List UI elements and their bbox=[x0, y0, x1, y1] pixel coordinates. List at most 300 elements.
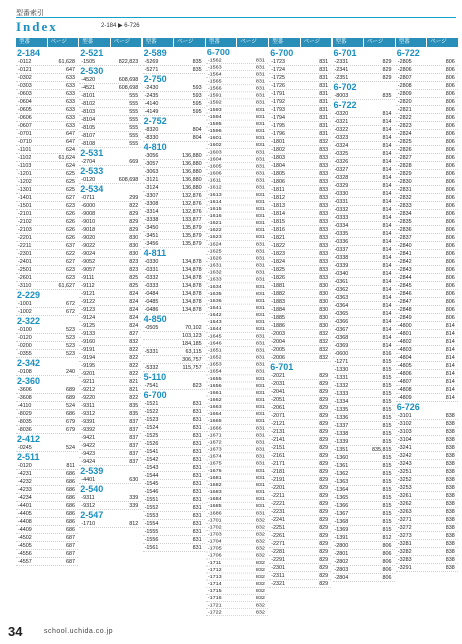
entry-code: -2835 bbox=[397, 219, 412, 225]
entry-page: 831 bbox=[255, 57, 265, 64]
entry-page: 831 bbox=[255, 355, 265, 361]
group-heading bbox=[79, 484, 141, 494]
entry-page: 831 bbox=[319, 107, 329, 113]
entry-page: 815 bbox=[382, 415, 392, 421]
index-entry bbox=[269, 266, 331, 274]
entry-code: -1594 bbox=[207, 114, 222, 120]
index-entry bbox=[269, 122, 331, 130]
index-entry bbox=[16, 502, 78, 510]
entry-code: -4556 bbox=[18, 551, 32, 557]
entry-page: 627 bbox=[66, 259, 75, 265]
entry-code: -1682 bbox=[207, 482, 222, 488]
entry-code: -2829 bbox=[397, 171, 412, 177]
index-entry bbox=[206, 368, 268, 375]
entry-code: -2331 bbox=[334, 59, 349, 65]
entry-page: 815 bbox=[382, 399, 392, 405]
group-code: 2-539 bbox=[80, 466, 104, 476]
entry-code: -3272 bbox=[397, 525, 412, 531]
index-entry bbox=[333, 142, 395, 150]
entry-page: 687 bbox=[66, 559, 75, 565]
index-entry bbox=[333, 206, 395, 214]
entry-page: 623 bbox=[66, 267, 75, 273]
index-entry bbox=[206, 276, 268, 283]
entry-code: -2825 bbox=[397, 139, 412, 145]
index-entry bbox=[269, 242, 331, 250]
entry-page: 804 bbox=[192, 135, 202, 141]
index-entry bbox=[206, 333, 268, 340]
entry-code: -9022 bbox=[81, 243, 96, 249]
entry-page: 686 bbox=[66, 527, 75, 533]
index-entry bbox=[143, 160, 205, 168]
index-entry bbox=[333, 318, 395, 326]
index-rows bbox=[206, 48, 268, 616]
entry-code: -1662 bbox=[207, 397, 222, 403]
entry-code: -1623 bbox=[207, 234, 222, 240]
entry-code: -3308 bbox=[144, 201, 159, 207]
entry-code: -1671 bbox=[207, 432, 222, 439]
entry-page: 814 bbox=[382, 183, 392, 189]
entry-page: 838 bbox=[445, 493, 455, 499]
entry-page: 814 bbox=[382, 119, 392, 125]
group-code: 6-700 bbox=[206, 48, 230, 57]
column-header-page: ページ bbox=[110, 38, 142, 47]
entry-code: -2231 bbox=[271, 509, 285, 515]
entry-code: -8108 bbox=[81, 141, 96, 147]
entry-code: -2211 bbox=[271, 493, 285, 499]
column-header bbox=[333, 38, 395, 47]
entry-code: -0333 bbox=[334, 215, 349, 221]
entry-code: -1712 bbox=[207, 567, 222, 573]
index-entry bbox=[333, 526, 395, 534]
entry-code: -3261 bbox=[397, 493, 412, 499]
entry-code: -1685 bbox=[207, 503, 222, 509]
index-entry bbox=[143, 274, 205, 282]
entry-code: -1543 bbox=[144, 465, 159, 471]
entry-code: -9423 bbox=[81, 451, 96, 457]
entry-page: 133,877 bbox=[182, 217, 202, 223]
index-entry bbox=[206, 354, 268, 361]
entry-code: -1201 bbox=[18, 171, 32, 177]
index-entry bbox=[16, 242, 78, 250]
entry-code: -2836 bbox=[397, 227, 412, 233]
group-heading bbox=[16, 48, 78, 58]
entry-page: 814 bbox=[382, 271, 392, 277]
entry-code: -1656 bbox=[207, 383, 222, 389]
index-entry bbox=[396, 492, 458, 500]
entry-code: -0120 bbox=[18, 335, 32, 341]
index-entry bbox=[333, 230, 395, 238]
entry-page: 829 bbox=[382, 59, 392, 65]
entry-page: 838 bbox=[445, 453, 455, 459]
entry-page: 136,880 bbox=[182, 177, 202, 183]
index-entry bbox=[143, 448, 205, 456]
entry-code: -2291 bbox=[271, 557, 285, 563]
group-code: 2-540 bbox=[80, 484, 104, 494]
entry-page: 831 bbox=[192, 497, 202, 503]
entry-page: 829 bbox=[319, 485, 329, 491]
index-entry bbox=[333, 174, 395, 182]
entry-page: 831 bbox=[192, 489, 202, 495]
column-header-page: ページ bbox=[363, 38, 395, 47]
index-entry bbox=[396, 258, 458, 266]
index-entry bbox=[333, 382, 395, 390]
entry-page: 833 bbox=[319, 203, 329, 209]
entry-code: -4806 bbox=[397, 371, 412, 377]
index-entry bbox=[16, 486, 78, 494]
entry-page: 829 bbox=[319, 373, 329, 379]
entry-page: 134,878 bbox=[182, 299, 202, 305]
entry-code: -0362 bbox=[334, 287, 349, 293]
entry-page: 135,879 bbox=[182, 225, 202, 231]
entry-page: 806 bbox=[445, 107, 455, 113]
index-entry bbox=[396, 162, 458, 170]
entry-page: 830 bbox=[129, 243, 139, 249]
index-entry bbox=[206, 545, 268, 552]
entry-page: 608,698 bbox=[118, 177, 139, 183]
entry-code: -9111 bbox=[81, 275, 95, 281]
entry-code: -1722 bbox=[207, 609, 222, 616]
index-entry bbox=[79, 346, 141, 354]
entry-page: 831 bbox=[192, 417, 202, 423]
entry-page: 830 bbox=[319, 323, 329, 329]
index-entry bbox=[396, 444, 458, 452]
entry-page: 595 bbox=[192, 109, 202, 115]
entry-code: -1002 bbox=[18, 309, 32, 315]
entry-code: -1644 bbox=[207, 326, 222, 332]
index-entry bbox=[269, 500, 331, 508]
index-entry bbox=[16, 234, 78, 242]
index-entry bbox=[333, 366, 395, 374]
entry-code: -9018 bbox=[81, 227, 96, 233]
index-entry bbox=[333, 406, 395, 414]
index-entry bbox=[143, 364, 205, 372]
entry-code: -0338 bbox=[334, 255, 349, 261]
entry-code: -2141 bbox=[271, 437, 285, 443]
entry-page: 832 bbox=[319, 347, 329, 353]
index-entry bbox=[333, 190, 395, 198]
entry-code bbox=[143, 356, 176, 363]
column-header bbox=[16, 38, 78, 47]
entry-code: -4800 bbox=[397, 323, 412, 329]
index-entry bbox=[79, 76, 141, 84]
index-entry bbox=[396, 282, 458, 290]
entry-page: 823 bbox=[129, 267, 139, 273]
entry-page: 829 bbox=[319, 461, 329, 467]
index-entry bbox=[143, 512, 205, 520]
index-entry bbox=[79, 520, 141, 528]
entry-code: -0327 bbox=[334, 167, 349, 173]
entry-code: -0605 bbox=[18, 107, 32, 113]
group-heading bbox=[143, 372, 205, 382]
entry-code: -4401 bbox=[18, 503, 32, 509]
index-kanji-label: 型番索引 bbox=[16, 9, 44, 17]
entry-code: -9312 bbox=[81, 411, 96, 417]
entry-code: -2041 bbox=[271, 389, 285, 395]
column-header-page: ページ bbox=[173, 38, 205, 47]
entry-page: 829 bbox=[319, 469, 329, 475]
entry-page: 837 bbox=[129, 459, 139, 465]
entry-code: -0112 bbox=[18, 59, 32, 65]
column-header-page: ページ bbox=[300, 38, 332, 47]
entry-page: 831 bbox=[255, 291, 265, 297]
site-url: school.uchida.co.jp bbox=[44, 628, 114, 635]
entry-page: 830 bbox=[319, 291, 329, 297]
entry-page: 686 bbox=[66, 411, 75, 417]
entry-page: 832 bbox=[255, 531, 265, 538]
index-entry bbox=[396, 556, 458, 564]
entry-page: 832 bbox=[255, 517, 265, 524]
index-rows bbox=[269, 48, 331, 588]
entry-page: 806 bbox=[382, 567, 392, 573]
entry-code: -2831 bbox=[397, 187, 412, 193]
entry-page: 832 bbox=[255, 609, 265, 616]
group-heading bbox=[79, 166, 141, 176]
entry-page: 830 bbox=[319, 299, 329, 305]
entry-page: 831 bbox=[192, 545, 202, 551]
entry-page: 822 bbox=[129, 363, 139, 369]
entry-code: -2833 bbox=[397, 203, 412, 209]
entry-page: 831 bbox=[319, 123, 329, 129]
entry-code: -1611 bbox=[207, 178, 222, 184]
entry-page: 686 bbox=[66, 479, 75, 485]
index-entry bbox=[396, 532, 458, 540]
column-header bbox=[79, 38, 141, 47]
group-code: 2-531 bbox=[80, 148, 104, 158]
entry-page: 838 bbox=[445, 517, 455, 523]
index-entry bbox=[269, 98, 331, 106]
index-entry bbox=[16, 202, 78, 210]
entry-page: 831 bbox=[255, 255, 265, 262]
index-entry bbox=[333, 286, 395, 294]
entry-page: 814 bbox=[382, 151, 392, 157]
entry-page: 838 bbox=[445, 557, 455, 563]
index-entry bbox=[396, 226, 458, 234]
entry-code: -1651 bbox=[207, 347, 222, 354]
entry-code: -8003 bbox=[334, 93, 349, 99]
entry-code: -5331 bbox=[144, 349, 159, 355]
entry-page: 831 bbox=[192, 513, 202, 519]
index-entry bbox=[333, 214, 395, 222]
index-entry bbox=[396, 146, 458, 154]
index-entry bbox=[333, 542, 395, 550]
entry-page: 555 bbox=[129, 93, 139, 99]
entry-page: 524 bbox=[66, 403, 75, 409]
group-code: 6-702 bbox=[333, 82, 357, 92]
entry-page: 339 bbox=[129, 495, 139, 501]
index-entry bbox=[79, 314, 141, 322]
index-entry bbox=[206, 248, 268, 255]
entry-page: 831 bbox=[192, 481, 202, 487]
group-code: 2-412 bbox=[17, 434, 41, 444]
entry-code: -2311 bbox=[271, 573, 285, 579]
entry-page: 132,876 bbox=[182, 193, 202, 199]
index-entry bbox=[143, 266, 205, 274]
entry-page: 814 bbox=[445, 355, 455, 361]
index-entry bbox=[16, 218, 78, 226]
entry-page: 637 bbox=[66, 243, 75, 249]
group-code: 6-701 bbox=[333, 48, 357, 58]
entry-code: -4149 bbox=[144, 109, 159, 115]
entry-page: 829 bbox=[319, 381, 329, 387]
entry-code: -0120 bbox=[18, 463, 32, 469]
entry-code: -1792 bbox=[271, 99, 285, 105]
index-entry bbox=[269, 380, 331, 388]
index-entry bbox=[206, 510, 268, 517]
entry-page: 821 bbox=[129, 379, 139, 385]
index-entry bbox=[333, 478, 395, 486]
column-header bbox=[269, 38, 331, 47]
entry-code: -1102 bbox=[18, 155, 32, 161]
index-entry bbox=[143, 332, 205, 340]
entry-page: 689 bbox=[66, 387, 75, 393]
entry-code: -1544 bbox=[144, 473, 159, 479]
entry-page: 814 bbox=[445, 339, 455, 345]
entry-code: -2841 bbox=[397, 251, 412, 257]
index-entry bbox=[269, 532, 331, 540]
index-entry bbox=[206, 588, 268, 595]
index-entry bbox=[79, 434, 141, 442]
entry-code: -2435 bbox=[144, 93, 159, 99]
entry-page: 806 bbox=[445, 83, 455, 89]
index-entry bbox=[143, 184, 205, 192]
index-entry bbox=[16, 82, 78, 90]
index-entry bbox=[333, 446, 395, 454]
index-entry bbox=[333, 374, 395, 382]
entry-page: 833 bbox=[319, 275, 329, 281]
index-entry bbox=[143, 472, 205, 480]
entry-page: 829 bbox=[319, 573, 329, 579]
entry-page: 832 bbox=[255, 560, 265, 566]
index-entry bbox=[143, 134, 205, 142]
entry-page: 838 bbox=[445, 469, 455, 475]
entry-code: -3451 bbox=[144, 233, 159, 239]
entry-page: 633 bbox=[66, 107, 75, 113]
index-entry bbox=[206, 326, 268, 333]
column-header-code: 型番 bbox=[272, 39, 284, 45]
entry-page: 831 bbox=[255, 362, 265, 368]
entry-code: -2201 bbox=[271, 485, 285, 491]
entry-page: 831 bbox=[255, 107, 265, 113]
entry-page: 814 bbox=[382, 199, 392, 205]
entry-page: 625 bbox=[66, 171, 75, 177]
index-entry bbox=[333, 246, 395, 254]
entry-page: 832 bbox=[255, 574, 265, 580]
entry-code: -2003 bbox=[271, 331, 285, 337]
entry-page: 831 bbox=[255, 298, 265, 304]
entry-page: 806 bbox=[445, 227, 455, 233]
index-entry bbox=[206, 170, 268, 177]
index-entry bbox=[16, 550, 78, 558]
entry-page: 814 bbox=[382, 159, 392, 165]
index-entry bbox=[396, 386, 458, 394]
entry-code: -1723 bbox=[271, 59, 285, 65]
entry-page: 626 bbox=[66, 219, 75, 225]
index-entry bbox=[396, 420, 458, 428]
index-entry bbox=[143, 224, 205, 232]
group-heading bbox=[143, 314, 205, 324]
entry-code: -4231 bbox=[18, 471, 32, 477]
entry-code: -9194 bbox=[81, 355, 96, 361]
index-entry bbox=[206, 375, 268, 382]
index-entry bbox=[206, 496, 268, 503]
index-entry bbox=[269, 226, 331, 234]
entry-code: -1521 bbox=[144, 401, 159, 407]
entry-code: -0334 bbox=[334, 223, 349, 229]
entry-page: 136,880 bbox=[182, 169, 202, 175]
entry-page: 837 bbox=[129, 443, 139, 449]
entry-page: 831 bbox=[255, 312, 265, 318]
entry-page: 686 bbox=[66, 495, 75, 501]
index-entry bbox=[79, 282, 141, 290]
entry-code: -9124 bbox=[81, 315, 96, 321]
group-code: 6-726 bbox=[396, 402, 420, 412]
entry-code: -1593 bbox=[207, 107, 222, 113]
index-column bbox=[396, 38, 458, 616]
entry-code: -1716 bbox=[207, 595, 222, 601]
entry-page: 831 bbox=[255, 78, 265, 85]
index-entry bbox=[206, 482, 268, 489]
entry-code: -1555 bbox=[144, 529, 159, 535]
group-code: 2-511 bbox=[17, 452, 40, 462]
index-entry bbox=[206, 128, 268, 135]
index-entry bbox=[79, 442, 141, 450]
index-entry bbox=[206, 177, 268, 184]
entry-code: -4557 bbox=[18, 559, 32, 565]
entry-page: 833 bbox=[319, 251, 329, 257]
entry-code: -2804 bbox=[334, 575, 349, 581]
index-entry bbox=[396, 394, 458, 402]
index-entry bbox=[269, 484, 331, 492]
group-heading bbox=[79, 184, 141, 194]
index-entry bbox=[143, 480, 205, 488]
entry-page: 838 bbox=[445, 477, 455, 483]
entry-page: 608,698 bbox=[118, 85, 139, 91]
entry-page: 814 bbox=[382, 127, 392, 133]
entry-code: -2271 bbox=[271, 541, 285, 547]
index-entry bbox=[143, 192, 205, 200]
group-code: 2-322 bbox=[17, 316, 41, 326]
index-entry bbox=[16, 114, 78, 122]
group-code: 2-750 bbox=[143, 74, 167, 84]
entry-page: 831 bbox=[255, 383, 265, 389]
entry-page: 837 bbox=[129, 451, 139, 457]
index-entry bbox=[143, 152, 205, 160]
entry-page: 838 bbox=[445, 445, 455, 451]
entry-page: 115,757 bbox=[182, 365, 202, 371]
index-entry bbox=[143, 464, 205, 472]
entry-code: -1635 bbox=[207, 291, 222, 297]
entry-code: -2061 bbox=[271, 405, 285, 411]
entry-page: 524 bbox=[66, 445, 75, 451]
entry-code: -8101 bbox=[81, 93, 96, 99]
index-entry bbox=[333, 326, 395, 334]
entry-code: -2845 bbox=[397, 283, 412, 289]
index-entry bbox=[16, 226, 78, 234]
index-entry bbox=[16, 98, 78, 106]
index-entry bbox=[269, 428, 331, 436]
entry-code: -2031 bbox=[271, 381, 285, 387]
entry-code: -8107 bbox=[81, 133, 96, 139]
entry-code: -4110 bbox=[18, 403, 32, 409]
entry-code: -2847 bbox=[397, 299, 412, 305]
entry-page: 831 bbox=[255, 114, 265, 120]
index-entry bbox=[143, 232, 205, 240]
index-entry bbox=[396, 66, 458, 74]
index-entry bbox=[16, 74, 78, 82]
entry-page: 831 bbox=[319, 99, 329, 105]
entry-page: 814 bbox=[382, 223, 392, 229]
entry-page: 134,878 bbox=[182, 283, 202, 289]
